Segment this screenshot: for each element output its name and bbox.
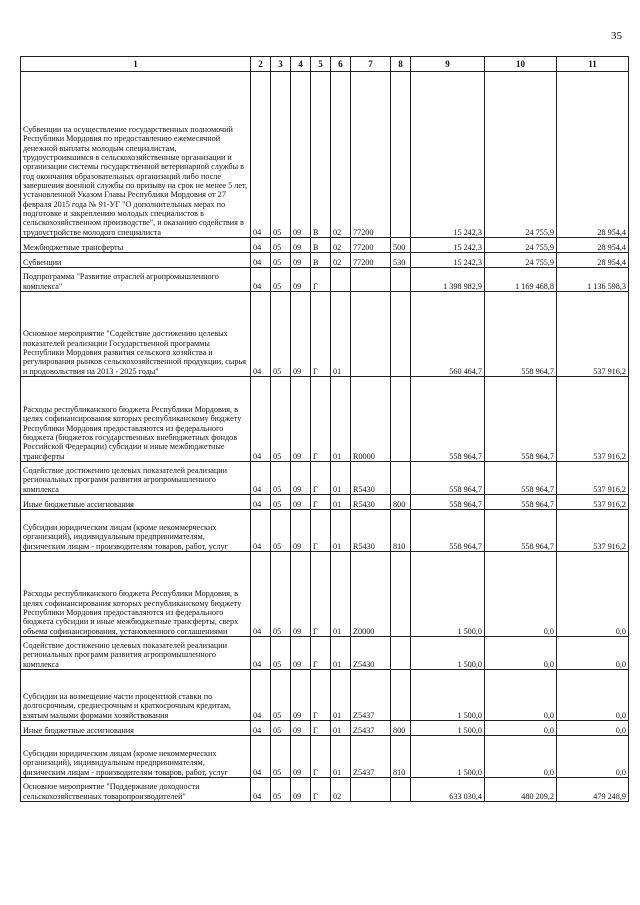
header-row bbox=[21, 57, 629, 72]
cell-code-7: R5430 bbox=[351, 495, 391, 510]
cell-amount-11: 0,0 bbox=[557, 637, 629, 670]
cell-code-8 bbox=[391, 670, 411, 721]
cell-code-3: 05 bbox=[271, 377, 291, 462]
cell-code-7: Z5430 bbox=[351, 637, 391, 670]
cell-code-4: 09 bbox=[291, 552, 311, 637]
cell-code-3: 05 bbox=[271, 736, 291, 778]
cell-code-8 bbox=[391, 552, 411, 637]
cell-amount-9: 558 964,7 bbox=[411, 462, 485, 495]
cell-name: Основное мероприятие "Поддержание доходности сельскохозяйственных товаропроизводителей" bbox=[21, 778, 251, 802]
cell-name: Содействие достижению целевых показателей реализации региональных программ развития агропромышленного комплекса bbox=[21, 462, 251, 495]
cell-amount-10: 558 964,7 bbox=[485, 462, 557, 495]
cell-code-6: 01 bbox=[331, 736, 351, 778]
table-row bbox=[21, 637, 629, 670]
cell-code-2: 04 bbox=[251, 292, 271, 377]
cell-amount-10: 0,0 bbox=[485, 721, 557, 736]
cell-code-4: 09 bbox=[291, 736, 311, 778]
cell-amount-9: 1 500,0 bbox=[411, 721, 485, 736]
budget-table bbox=[20, 56, 629, 802]
cell-code-5: В bbox=[311, 72, 331, 238]
cell-code-3: 05 bbox=[271, 268, 291, 292]
cell-code-7: R5430 bbox=[351, 462, 391, 495]
cell-amount-10: 24 755,9 bbox=[485, 253, 557, 268]
cell-amount-11: 1 136 598,3 bbox=[557, 268, 629, 292]
cell-code-7: Z0000 bbox=[351, 552, 391, 637]
cell-code-6: 02 bbox=[331, 778, 351, 802]
cell-code-5: Г bbox=[311, 268, 331, 292]
cell-name: Субвенции на осуществление государственных полномочий Республики Мордовия по предоставлению ежемесячной денежной выплаты молодым специалистам, трудоустроившимся в сельскохозяйственные организации и организации системы государственной ветеринарной службы в год окончания образовательных организаций либо после завершения военной службы по призыву на срок не менее 5 лет, установленной Указом Главы Республики Мордовия от 27 февраля 2015 года № 91-УГ "О дополнительных мерах по подготовке и закреплению молодых специалистов в сельскохозяйственном производстве", и оказанию содействия в трудоустройстве молодого специалиста bbox=[21, 72, 251, 238]
cell-name: Содействие достижению целевых показателей реализации региональных программ развития агропромышленного комплекса bbox=[21, 637, 251, 670]
cell-amount-11: 28 954,4 bbox=[557, 253, 629, 268]
cell-code-6: 01 bbox=[331, 495, 351, 510]
cell-code-3: 05 bbox=[271, 670, 291, 721]
cell-code-4: 09 bbox=[291, 778, 311, 802]
cell-code-8 bbox=[391, 462, 411, 495]
cell-name: Расходы республиканского бюджета Республики Мордовия, в целях софинансирования которых республиканскому бюджету Республики Мордовия предоставляются из федерального бюджета (бюджетов государственных внебюджетных фондов Российской Федерации) субсидии и иные межбюджетные трансферты bbox=[21, 377, 251, 462]
cell-code-2: 04 bbox=[251, 510, 271, 552]
cell-code-3: 05 bbox=[271, 253, 291, 268]
cell-amount-9: 1 500,0 bbox=[411, 736, 485, 778]
cell-code-5: Г bbox=[311, 377, 331, 462]
cell-amount-9: 1 398 982,9 bbox=[411, 268, 485, 292]
cell-code-7: Z5437 bbox=[351, 736, 391, 778]
cell-code-7: 77200 bbox=[351, 253, 391, 268]
cell-code-4: 09 bbox=[291, 268, 311, 292]
cell-name: Субсидии юридическим лицам (кроме некоммерческих организаций), индивидуальным предпринимателям, физическим лицам - производителям товаров, работ, услуг bbox=[21, 510, 251, 552]
cell-code-6: 01 bbox=[331, 510, 351, 552]
cell-code-4: 09 bbox=[291, 292, 311, 377]
table-row bbox=[21, 670, 629, 721]
cell-amount-11: 28 954,4 bbox=[557, 72, 629, 238]
cell-code-3: 05 bbox=[271, 238, 291, 253]
table-row bbox=[21, 462, 629, 495]
cell-name: Основное мероприятие "Содействие достижению целевых показателей реализации Государственной программы Республики Мордовия развития сельского хозяйства и регулирования рынков сельскохозяйственной продукции, сырья и продовольствия на 2013 - 2025 годы" bbox=[21, 292, 251, 377]
cell-code-7: Z5437 bbox=[351, 721, 391, 736]
cell-name: Субсидии юридическим лицам (кроме некоммерческих организаций), индивидуальным предпринимателям, физическим лицам - производителям товаров, работ, услуг bbox=[21, 736, 251, 778]
cell-amount-11: 0,0 bbox=[557, 552, 629, 637]
cell-name: Субвенции bbox=[21, 253, 251, 268]
cell-name: Расходы республиканского бюджета Республики Мордовия, в целях софинансирования которых республиканскому бюджету Республики Мордовия предоставляются из федерального бюджета субсидии и иные межбюджетные трансферты, сверх объема софинансирования, установленного соглашениями bbox=[21, 552, 251, 637]
cell-code-5: В bbox=[311, 238, 331, 253]
cell-code-4: 09 bbox=[291, 670, 311, 721]
cell-code-4: 09 bbox=[291, 721, 311, 736]
cell-code-8 bbox=[391, 292, 411, 377]
cell-amount-10: 558 964,7 bbox=[485, 510, 557, 552]
cell-code-7: 77200 bbox=[351, 72, 391, 238]
cell-code-5: Г bbox=[311, 462, 331, 495]
cell-code-2: 04 bbox=[251, 721, 271, 736]
cell-amount-9: 15 242,3 bbox=[411, 72, 485, 238]
table-row bbox=[21, 377, 629, 462]
cell-amount-9: 1 500,0 bbox=[411, 552, 485, 637]
cell-code-2: 04 bbox=[251, 462, 271, 495]
cell-code-2: 04 bbox=[251, 268, 271, 292]
cell-code-8 bbox=[391, 72, 411, 238]
cell-code-6: 01 bbox=[331, 721, 351, 736]
column-header-10: 10 bbox=[485, 57, 557, 72]
cell-amount-9: 15 242,3 bbox=[411, 238, 485, 253]
cell-amount-11: 537 916,2 bbox=[557, 292, 629, 377]
cell-code-6: 02 bbox=[331, 238, 351, 253]
cell-code-8: 810 bbox=[391, 736, 411, 778]
table-row bbox=[21, 721, 629, 736]
cell-code-4: 09 bbox=[291, 72, 311, 238]
cell-code-2: 04 bbox=[251, 72, 271, 238]
cell-code-8 bbox=[391, 778, 411, 802]
cell-amount-11: 537 916,2 bbox=[557, 510, 629, 552]
cell-code-7: R5430 bbox=[351, 510, 391, 552]
cell-amount-11: 537 916,2 bbox=[557, 377, 629, 462]
cell-code-8: 800 bbox=[391, 721, 411, 736]
cell-code-8 bbox=[391, 637, 411, 670]
cell-code-6: 01 bbox=[331, 462, 351, 495]
cell-code-2: 04 bbox=[251, 552, 271, 637]
cell-code-3: 05 bbox=[271, 510, 291, 552]
cell-code-7 bbox=[351, 778, 391, 802]
cell-code-2: 04 bbox=[251, 670, 271, 721]
cell-code-5: Г bbox=[311, 495, 331, 510]
cell-code-8: 500 bbox=[391, 238, 411, 253]
cell-code-3: 05 bbox=[271, 292, 291, 377]
cell-amount-10: 0,0 bbox=[485, 552, 557, 637]
cell-code-4: 09 bbox=[291, 238, 311, 253]
cell-amount-11: 537 916,2 bbox=[557, 495, 629, 510]
cell-name: Иные бюджетные ассигнования bbox=[21, 495, 251, 510]
column-header-9: 9 bbox=[411, 57, 485, 72]
table-row bbox=[21, 292, 629, 377]
cell-code-5: Г bbox=[311, 670, 331, 721]
cell-amount-9: 1 500,0 bbox=[411, 637, 485, 670]
cell-code-5: В bbox=[311, 253, 331, 268]
cell-code-7: R0000 bbox=[351, 377, 391, 462]
cell-code-8: 530 bbox=[391, 253, 411, 268]
cell-code-8: 800 bbox=[391, 495, 411, 510]
cell-code-7 bbox=[351, 292, 391, 377]
cell-amount-9: 1 500,0 bbox=[411, 670, 485, 721]
column-header-2: 2 bbox=[251, 57, 271, 72]
cell-amount-10: 0,0 bbox=[485, 736, 557, 778]
cell-code-8: 810 bbox=[391, 510, 411, 552]
cell-amount-11: 0,0 bbox=[557, 721, 629, 736]
cell-code-6: 02 bbox=[331, 253, 351, 268]
cell-code-5: Г bbox=[311, 637, 331, 670]
column-header-11: 11 bbox=[557, 57, 629, 72]
cell-code-6: 01 bbox=[331, 552, 351, 637]
cell-code-4: 09 bbox=[291, 377, 311, 462]
cell-amount-9: 633 030,4 bbox=[411, 778, 485, 802]
table-row bbox=[21, 778, 629, 802]
cell-code-3: 05 bbox=[271, 462, 291, 495]
table-row bbox=[21, 510, 629, 552]
column-header-4: 4 bbox=[291, 57, 311, 72]
cell-code-8 bbox=[391, 377, 411, 462]
cell-amount-10: 558 964,7 bbox=[485, 377, 557, 462]
cell-code-3: 05 bbox=[271, 72, 291, 238]
column-header-1: 1 bbox=[21, 57, 251, 72]
cell-code-5: Г bbox=[311, 736, 331, 778]
table-row bbox=[21, 268, 629, 292]
cell-name: Подпрограмма "Развитие отраслей агропромышленного комплекса" bbox=[21, 268, 251, 292]
cell-amount-10: 0,0 bbox=[485, 637, 557, 670]
cell-code-3: 05 bbox=[271, 721, 291, 736]
cell-amount-11: 537 916,2 bbox=[557, 462, 629, 495]
cell-code-3: 05 bbox=[271, 637, 291, 670]
cell-amount-11: 0,0 bbox=[557, 736, 629, 778]
cell-amount-10: 558 964,7 bbox=[485, 292, 557, 377]
table-row bbox=[21, 552, 629, 637]
cell-code-5: Г bbox=[311, 510, 331, 552]
cell-name: Межбюджетные трансферты bbox=[21, 238, 251, 253]
cell-code-8 bbox=[391, 268, 411, 292]
cell-amount-9: 558 964,7 bbox=[411, 377, 485, 462]
cell-name: Иные бюджетные ассигнования bbox=[21, 721, 251, 736]
cell-code-6 bbox=[331, 268, 351, 292]
cell-amount-11: 0,0 bbox=[557, 670, 629, 721]
cell-amount-10: 24 755,9 bbox=[485, 72, 557, 238]
page-number: 35 bbox=[611, 30, 622, 42]
cell-code-4: 09 bbox=[291, 637, 311, 670]
table-body bbox=[21, 72, 629, 802]
cell-code-7 bbox=[351, 268, 391, 292]
cell-amount-10: 480 209,2 bbox=[485, 778, 557, 802]
cell-code-4: 09 bbox=[291, 462, 311, 495]
cell-code-4: 09 bbox=[291, 495, 311, 510]
cell-code-3: 05 bbox=[271, 778, 291, 802]
cell-code-3: 05 bbox=[271, 552, 291, 637]
cell-name: Субсидии на возмещение части процентной ставки по долгосрочным, среднесрочным и краткосрочным кредитам, взятым малыми формами хозяйствования bbox=[21, 670, 251, 721]
cell-code-6: 01 bbox=[331, 637, 351, 670]
cell-code-2: 04 bbox=[251, 637, 271, 670]
cell-code-6: 01 bbox=[331, 377, 351, 462]
cell-code-3: 05 bbox=[271, 495, 291, 510]
column-header-5: 5 bbox=[311, 57, 331, 72]
cell-amount-10: 558 964,7 bbox=[485, 495, 557, 510]
table-row bbox=[21, 72, 629, 238]
cell-code-7: 77200 bbox=[351, 238, 391, 253]
cell-code-6: 02 bbox=[331, 72, 351, 238]
column-header-6: 6 bbox=[331, 57, 351, 72]
cell-code-6: 01 bbox=[331, 292, 351, 377]
cell-code-2: 04 bbox=[251, 778, 271, 802]
cell-amount-10: 1 169 468,8 bbox=[485, 268, 557, 292]
table-row bbox=[21, 495, 629, 510]
cell-amount-10: 24 755,9 bbox=[485, 238, 557, 253]
cell-code-2: 04 bbox=[251, 253, 271, 268]
cell-code-2: 04 bbox=[251, 238, 271, 253]
cell-code-6: 01 bbox=[331, 670, 351, 721]
column-header-7: 7 bbox=[351, 57, 391, 72]
cell-amount-11: 479 248,9 bbox=[557, 778, 629, 802]
table-row bbox=[21, 238, 629, 253]
column-header-8: 8 bbox=[391, 57, 411, 72]
cell-amount-9: 15 242,3 bbox=[411, 253, 485, 268]
cell-code-4: 09 bbox=[291, 510, 311, 552]
cell-amount-10: 0,0 bbox=[485, 670, 557, 721]
cell-amount-9: 558 964,7 bbox=[411, 510, 485, 552]
cell-code-5: Г bbox=[311, 292, 331, 377]
cell-code-5: Г bbox=[311, 552, 331, 637]
cell-code-7: Z5437 bbox=[351, 670, 391, 721]
table-row bbox=[21, 253, 629, 268]
cell-amount-9: 558 964,7 bbox=[411, 495, 485, 510]
cell-code-5: Г bbox=[311, 721, 331, 736]
table-row bbox=[21, 736, 629, 778]
cell-amount-11: 28 954,4 bbox=[557, 238, 629, 253]
cell-code-5: Г bbox=[311, 778, 331, 802]
cell-code-2: 04 bbox=[251, 736, 271, 778]
column-header-3: 3 bbox=[271, 57, 291, 72]
cell-code-2: 04 bbox=[251, 495, 271, 510]
cell-code-4: 09 bbox=[291, 253, 311, 268]
cell-code-2: 04 bbox=[251, 377, 271, 462]
cell-amount-9: 560 464,7 bbox=[411, 292, 485, 377]
